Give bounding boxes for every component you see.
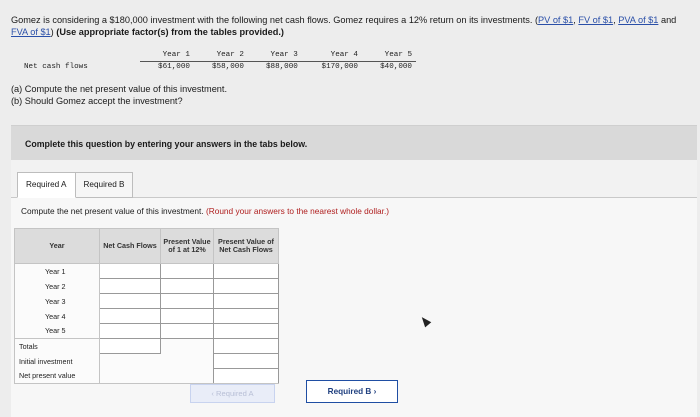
pv-net-cash-flow-input-year-1[interactable] <box>214 264 279 279</box>
npv-table <box>14 228 279 384</box>
cf-value-2: $58,000 <box>212 63 244 71</box>
pv-factor-input-year-3[interactable] <box>161 294 214 309</box>
totals-net-cash-flow-input[interactable] <box>100 339 161 354</box>
banner-text: Complete this question by entering your answers in the tabs below. <box>25 139 308 149</box>
row-label-year-2: Year 2 <box>15 279 100 294</box>
net-present-value-input[interactable] <box>214 369 279 384</box>
cf-value-5: $40,000 <box>380 63 412 71</box>
cf-row-label: Net cash flows <box>24 62 88 71</box>
cf-value-3: $88,000 <box>265 63 298 71</box>
fva-of-1-link[interactable]: FVA of $1 <box>11 27 51 37</box>
cash-flow-table <box>20 50 416 72</box>
instruction <box>21 206 389 216</box>
pv-net-cash-flow-input-year-2[interactable] <box>214 279 279 294</box>
instruction-main: Compute the net present value of this investment. <box>21 206 204 216</box>
row-label-year-5: Year 5 <box>15 324 100 339</box>
net-cash-flow-input-year-3[interactable] <box>100 294 161 309</box>
cf-year-1: Year 1 <box>140 50 194 62</box>
tab-bar <box>17 172 133 198</box>
row-label-net-present-value: Net present value <box>15 369 100 384</box>
pv-factor-input-year-2[interactable] <box>161 279 214 294</box>
questions <box>11 83 227 107</box>
pv-factor-input-year-5[interactable] <box>161 324 214 339</box>
question-b: (b) Should Gomez accept the investment? <box>11 96 183 106</box>
pv-factor-input-year-4[interactable] <box>161 309 214 324</box>
row-label-year-4: Year 4 <box>15 309 100 324</box>
question-a: (a) Compute the net present value of this investment. <box>11 84 228 94</box>
cf-year-4: Year 4 <box>302 50 362 62</box>
next-required-b-button[interactable]: Required B › <box>306 380 398 403</box>
header-net-cash-flows: Net Cash Flows <box>100 229 161 264</box>
cf-value-4: $170,000 <box>321 63 358 71</box>
row-label-year-1: Year 1 <box>15 264 100 279</box>
rounding-note: (Round your answers to the nearest whole dollar.) <box>203 206 390 216</box>
pv-net-cash-flow-input-year-4[interactable] <box>214 309 279 324</box>
cf-year-2: Year 2 <box>194 50 248 62</box>
row-label-year-3: Year 3 <box>15 294 100 309</box>
fv-of-1-link[interactable]: FV of $1 <box>578 15 614 25</box>
totals-pv-input[interactable] <box>214 339 279 354</box>
pv-of-1-link[interactable]: PV of $1 <box>538 15 574 25</box>
pva-of-1-link[interactable]: PVA of $1 <box>618 15 659 25</box>
instruction-banner <box>11 125 697 163</box>
pv-net-cash-flow-input-year-3[interactable] <box>214 294 279 309</box>
tab-required-b[interactable]: Required B <box>76 172 134 198</box>
cf-year-3: Year 3 <box>248 50 302 62</box>
net-cash-flow-input-year-1[interactable] <box>100 264 161 279</box>
cf-year-5: Year 5 <box>362 50 416 62</box>
net-cash-flow-input-year-2[interactable] <box>100 279 161 294</box>
initial-investment-input[interactable] <box>214 354 279 369</box>
problem-text: Gomez is considering a $180,000 investment with the following net cash flows. Gomez requires a 12% return on its investments. ( <box>11 15 539 25</box>
net-cash-flow-input-year-5[interactable] <box>100 324 161 339</box>
row-label-totals: Totals <box>15 339 100 354</box>
header-year: Year <box>15 229 100 264</box>
pv-factor-input-year-1[interactable] <box>161 264 214 279</box>
problem-statement: Gomez is considering a $180,000 investment with the following net cash flows. Gomez requires a 12% return on its investments. (PV of $1, FV of $1, PVA of $1 and FVA of $1) (Use appropriate factor(s) from the tables provided.) <box>11 15 677 37</box>
net-cash-flow-input-year-4[interactable] <box>100 309 161 324</box>
table-instruction: (Use appropriate factor(s) from the tables provided.) <box>53 27 284 37</box>
tab-required-a[interactable]: Required A <box>17 172 76 198</box>
header-pv-net-cash-flows: Present Value of Net Cash Flows <box>214 229 279 264</box>
prev-required-a-button: ‹ Required A <box>190 384 275 403</box>
row-label-initial-investment: Initial investment <box>15 354 100 369</box>
pv-net-cash-flow-input-year-5[interactable] <box>214 324 279 339</box>
header-pv-of-1: Present Value of 1 at 12% <box>161 229 214 264</box>
cf-value-1: $61,000 <box>158 63 190 71</box>
